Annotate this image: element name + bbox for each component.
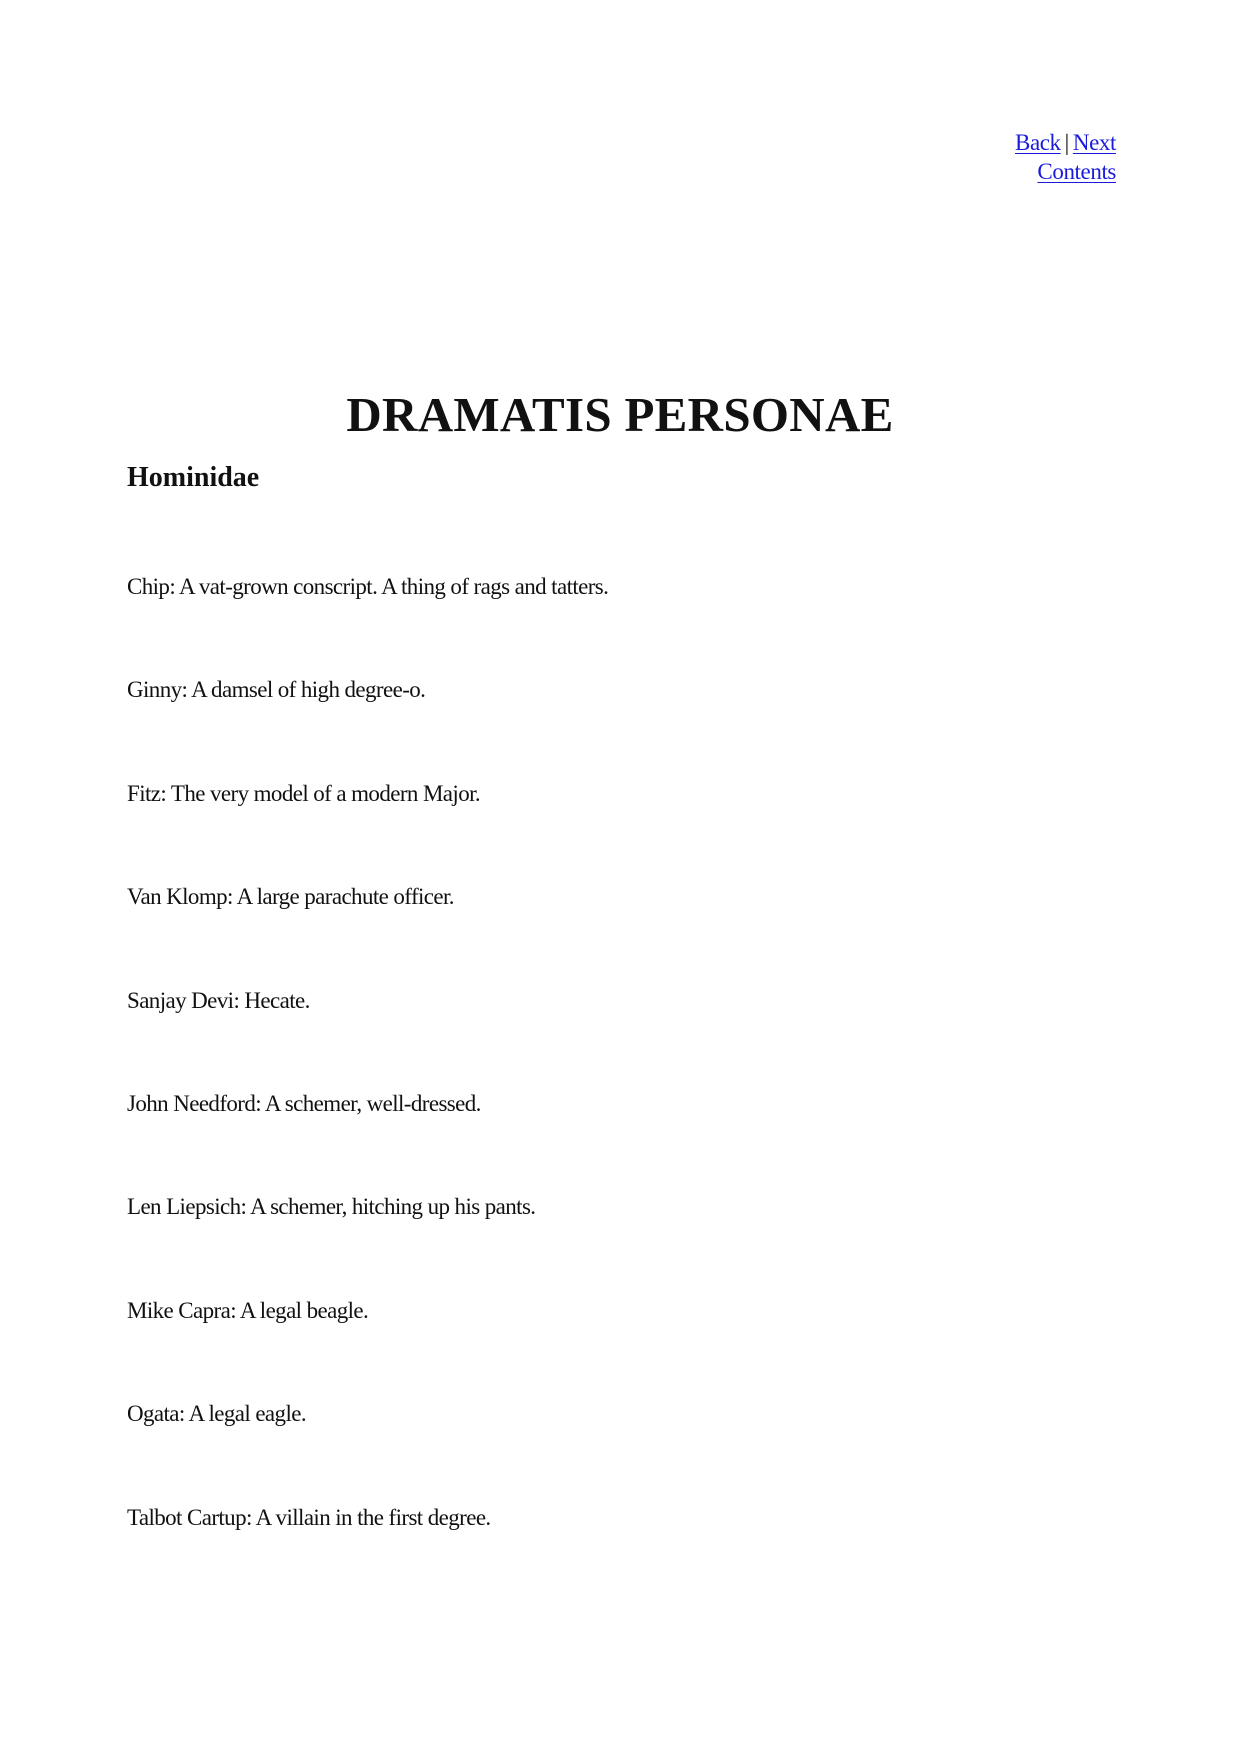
persona-entry: Len Liepsich: A schemer, hitching up his pants. bbox=[127, 1194, 536, 1220]
persona-entry: Fitz: The very model of a modern Major. bbox=[127, 780, 481, 806]
persona-entry: John Needford: A schemer, well-dressed. bbox=[127, 1090, 481, 1116]
persona-entry: Ginny: A damsel of high degree-o. bbox=[127, 677, 426, 703]
page-title: DRAMATIS PERSONAE bbox=[346, 387, 894, 442]
nav-row-contents bbox=[1015, 157, 1116, 186]
back-link[interactable]: Back bbox=[1015, 130, 1061, 155]
persona-entry: Van Klomp: A large parachute officer. bbox=[127, 884, 454, 910]
persona-entry: Mike Capra: A legal beagle. bbox=[127, 1297, 369, 1323]
section-heading: Hominidae bbox=[127, 462, 260, 493]
contents-link[interactable]: Contents bbox=[1037, 159, 1116, 184]
persona-entry: Ogata: A legal eagle. bbox=[127, 1401, 306, 1427]
persona-entry: Chip: A vat-grown conscript. A thing of rags and tatters. bbox=[127, 574, 609, 599]
page-navigation bbox=[1015, 128, 1116, 186]
nav-separator: | bbox=[1064, 130, 1069, 155]
persona-entry: Talbot Cartup: A villain in the first degree. bbox=[127, 1504, 491, 1530]
personae-list bbox=[127, 572, 608, 1606]
persona-entry: Sanjay Devi: Hecate. bbox=[127, 987, 310, 1013]
nav-row-prev-next bbox=[1015, 128, 1116, 157]
next-link[interactable]: Next bbox=[1072, 130, 1116, 155]
